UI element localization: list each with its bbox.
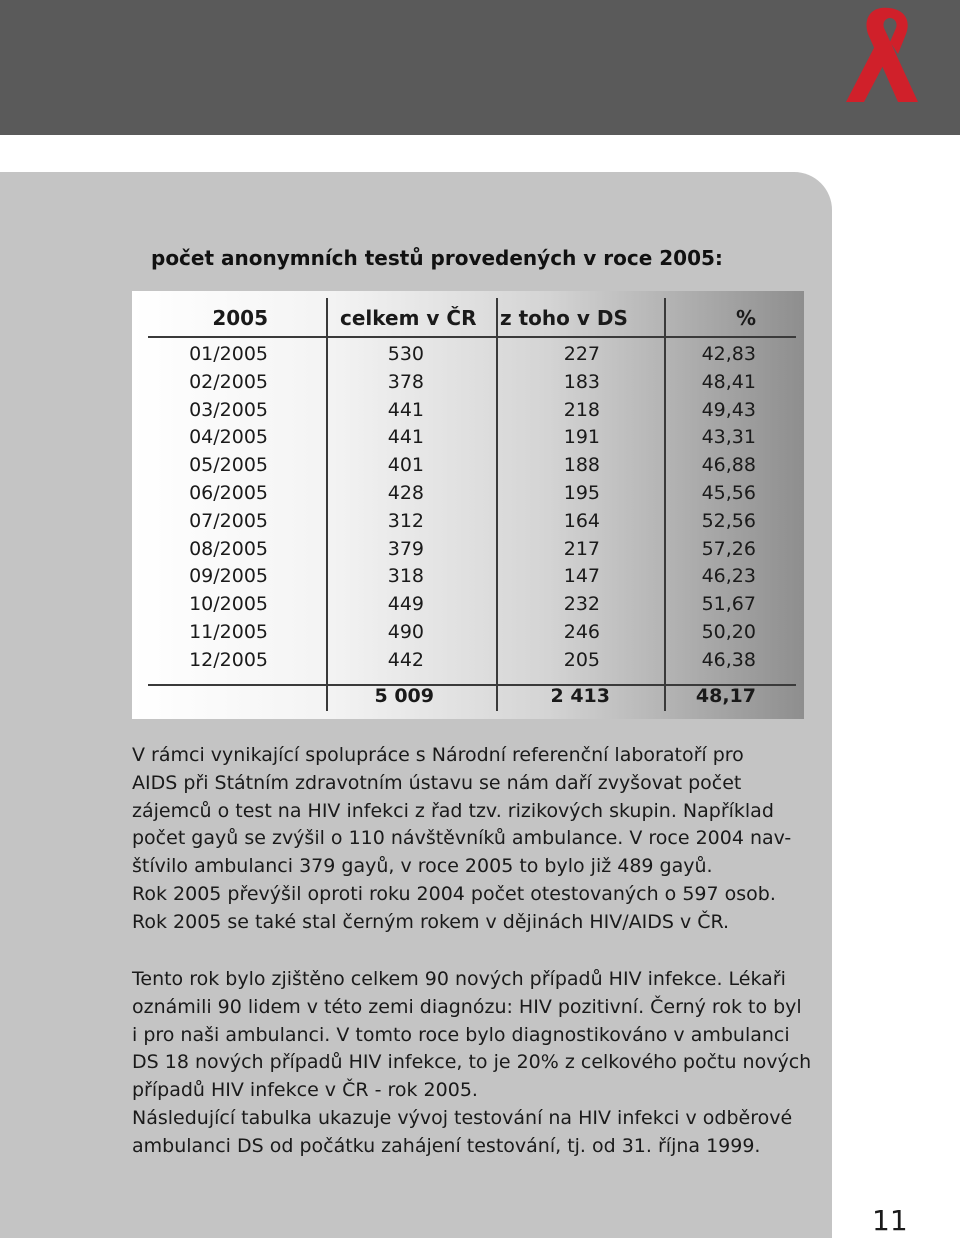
percent-cell: 46,23 [701, 565, 756, 588]
total-cz-cell: 378 [387, 370, 424, 393]
total-cz-cell: 441 [387, 426, 424, 449]
ds-cell: 147 [563, 565, 600, 588]
total-cz-cell: 441 [387, 398, 424, 421]
total-cz-cell: 490 [387, 621, 424, 643]
percent-cell: 49,43 [701, 398, 756, 421]
header-year: 2005 [212, 306, 268, 330]
paragraph-1 [132, 742, 822, 937]
ds-cell: 217 [563, 537, 600, 560]
percent-cell: 43,31 [701, 426, 756, 449]
month-cell: 05/2005 [189, 454, 268, 477]
text-line: zájemců o test na HIV infekci z řad tzv. rizikových skupin. Například [132, 799, 774, 822]
percent-cell: 57,26 [701, 537, 756, 560]
text-line: V rámci vynikající spolupráce s Národní referenční laboratoří pro [132, 744, 744, 766]
header-total-cz: celkem v ČR [340, 306, 477, 330]
percent-cell: 42,83 [701, 343, 756, 365]
page-number: 11 [872, 1204, 908, 1237]
ds-cell: 232 [563, 593, 600, 616]
month-cell: 03/2005 [189, 398, 268, 421]
month-cell: 06/2005 [189, 482, 268, 504]
total-cz-cell: 379 [387, 537, 424, 560]
month-cell: 04/2005 [189, 426, 268, 449]
percent-cell: 46,88 [701, 454, 756, 477]
ds-cell: 227 [563, 343, 600, 365]
percent-cell: 50,20 [701, 621, 756, 643]
month-cell: 07/2005 [189, 509, 268, 532]
total-cz-cell: 312 [387, 509, 424, 532]
text-line: i pro naši ambulanci. V tomto roce bylo diagnostikováno v ambulanci [132, 1023, 790, 1046]
percent-avg: 48,17 [695, 685, 756, 707]
percent-cell: 46,38 [701, 648, 756, 671]
ds-cell: 246 [563, 621, 600, 643]
header-rule [148, 336, 796, 338]
month-cell: 02/2005 [189, 370, 268, 393]
text-line: Rok 2005 se také stal černým rokem v dějinách HIV/AIDS v ČR. [132, 910, 730, 933]
ds-cell: 205 [563, 648, 600, 671]
text-line: oznámili 90 lidem v této zemi diagnózu: HIV pozitivní. Černý rok to byl [132, 995, 802, 1018]
total-cz-sum: 5 009 [374, 685, 434, 707]
red-ribbon-icon [846, 6, 934, 104]
paragraph-2 [132, 966, 822, 1161]
text-line: AIDS při Státním zdravotním ústavu se nám daří zvyšovat počet [132, 771, 742, 794]
month-cell: 09/2005 [189, 565, 268, 588]
ds-cell: 183 [563, 370, 600, 393]
total-cz-cell: 318 [387, 565, 424, 588]
ds-sum: 2 413 [550, 685, 610, 707]
header-ds: z toho v DS [500, 306, 628, 330]
month-cell: 08/2005 [189, 537, 268, 560]
month-cell: 12/2005 [189, 648, 268, 671]
ds-cell: 191 [563, 426, 600, 449]
ds-cell: 218 [563, 398, 600, 421]
total-cz-cell: 428 [387, 482, 424, 504]
total-cz-cell: 449 [387, 593, 424, 616]
ds-cell: 164 [563, 509, 600, 532]
header-percent: % [735, 306, 756, 330]
month-cell: 10/2005 [189, 593, 268, 616]
text-line: Následující tabulka ukazuje vývoj testování na HIV infekci v odběrové [132, 1106, 793, 1129]
percent-cell: 52,56 [701, 509, 756, 532]
text-line: DS 18 nových případů HIV infekce, to je 20% z celkového počtu nových [132, 1051, 812, 1074]
month-cell: 01/2005 [189, 343, 268, 365]
ds-cell: 195 [563, 482, 600, 504]
total-cz-cell: 442 [387, 648, 424, 671]
text-line: ambulanci DS od počátku zahájení testování, tj. od 31. října 1999. [132, 1134, 761, 1157]
ds-cell: 188 [563, 454, 600, 477]
text-line: případů HIV infekce v ČR - rok 2005. [132, 1079, 478, 1102]
top-band [0, 0, 960, 135]
month-cell: 11/2005 [189, 621, 268, 643]
total-cz-cell: 530 [387, 343, 424, 365]
text-line: štívilo ambulanci 379 gayů, v roce 2005 to bylo již 489 gayů. [132, 855, 713, 878]
total-cz-cell: 401 [387, 454, 424, 477]
text-line: Rok 2005 převýšil oproti roku 2004 počet otestovaných o 597 osob. [132, 882, 776, 905]
percent-cell: 48,41 [701, 370, 756, 393]
text-line: počet gayů se zvýšil o 110 návštěvníků ambulance. V roce 2004 nav- [132, 827, 792, 850]
percent-cell: 51,67 [701, 593, 756, 616]
percent-cell: 45,56 [701, 482, 756, 504]
table-divider [496, 298, 498, 711]
text-line: Tento rok bylo zjištěno celkem 90 nových případů HIV infekce. Lékaři [132, 968, 786, 990]
table-heading: počet anonymních testů provedených v roce 2005: [151, 246, 723, 270]
table-divider [326, 298, 328, 711]
